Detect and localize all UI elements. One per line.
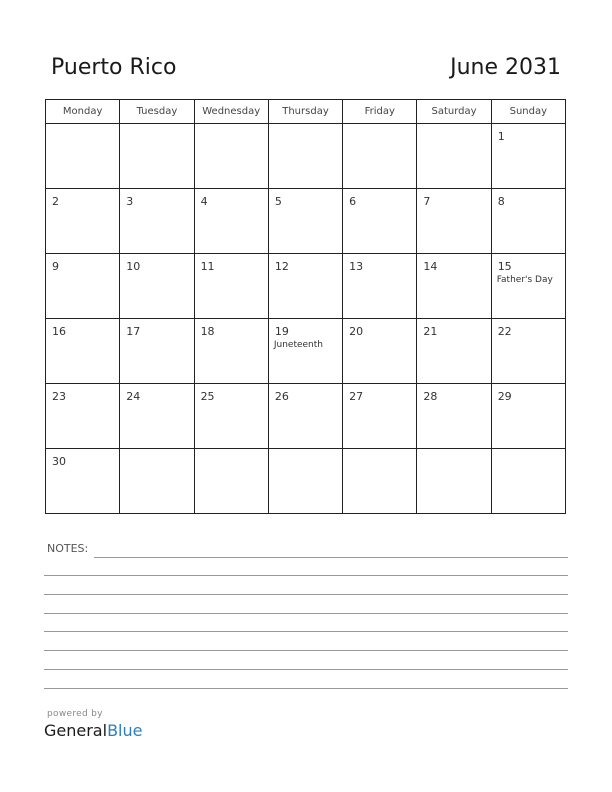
week-row xyxy=(46,254,566,319)
day-number: 6 xyxy=(349,195,357,208)
weekday-header: Thursday xyxy=(268,100,342,124)
day-number: 23 xyxy=(52,390,66,403)
day-cell xyxy=(491,384,565,449)
weekday-header: Wednesday xyxy=(194,100,268,124)
day-cell xyxy=(268,319,342,384)
day-cell xyxy=(120,384,194,449)
day-number: 1 xyxy=(497,130,505,143)
brand-name-part2: Blue xyxy=(107,721,143,740)
day-cell xyxy=(417,449,491,514)
day-cell xyxy=(194,449,268,514)
day-number: 20 xyxy=(349,325,364,338)
week-row xyxy=(46,449,566,514)
day-cell xyxy=(417,189,491,254)
day-number: 18 xyxy=(200,325,215,338)
day-cell xyxy=(343,189,417,254)
day-cell xyxy=(194,319,268,384)
day-number: 8 xyxy=(497,195,505,208)
day-cell xyxy=(194,254,268,319)
day-cell xyxy=(120,254,194,319)
holiday-label: Father's Day xyxy=(496,275,553,285)
calendar-month-title: June 2031 xyxy=(450,55,561,80)
week-row xyxy=(46,124,566,189)
day-cell xyxy=(417,384,491,449)
day-cell xyxy=(417,319,491,384)
day-cell xyxy=(194,189,268,254)
weekday-header: Tuesday xyxy=(120,100,194,124)
day-number: 9 xyxy=(52,260,59,273)
day-cell xyxy=(120,319,194,384)
day-cell xyxy=(120,124,194,189)
day-cell xyxy=(268,449,342,514)
day-cell xyxy=(491,189,565,254)
day-number: 29 xyxy=(497,390,512,403)
day-number: 15 xyxy=(497,260,512,273)
day-number: 2 xyxy=(52,195,59,208)
day-cell xyxy=(46,189,120,254)
day-cell xyxy=(343,384,417,449)
day-number: 19 xyxy=(274,325,289,338)
day-cell xyxy=(194,124,268,189)
day-number: 25 xyxy=(200,390,215,403)
day-number: 21 xyxy=(423,325,438,338)
day-number: 3 xyxy=(126,195,134,208)
day-cell xyxy=(46,124,120,189)
powered-by-text: powered by xyxy=(47,709,103,719)
day-cell xyxy=(491,449,565,514)
day-cell xyxy=(343,254,417,319)
notes-line xyxy=(44,688,568,689)
weekday-header: Sunday xyxy=(491,100,565,124)
day-number: 22 xyxy=(497,325,512,338)
day-cell xyxy=(46,319,120,384)
day-number: 26 xyxy=(274,390,289,403)
day-cell xyxy=(268,189,342,254)
brand-name-part1: General xyxy=(44,721,108,740)
notes-line xyxy=(94,557,568,558)
day-cell xyxy=(268,384,342,449)
brand-logo xyxy=(44,721,142,740)
notes-line xyxy=(44,650,568,651)
day-cell xyxy=(417,254,491,319)
day-cell xyxy=(343,124,417,189)
day-number: 5 xyxy=(274,195,282,208)
day-number: 16 xyxy=(52,325,66,338)
day-number: 14 xyxy=(423,260,438,273)
day-number: 24 xyxy=(126,390,141,403)
day-number: 10 xyxy=(126,260,141,273)
day-cell xyxy=(268,254,342,319)
day-cell xyxy=(491,254,565,319)
notes-line xyxy=(44,669,568,670)
day-cell xyxy=(120,189,194,254)
day-cell xyxy=(46,384,120,449)
day-cell xyxy=(417,124,491,189)
day-number: 17 xyxy=(126,325,141,338)
notes-line xyxy=(44,575,568,576)
holiday-label: Juneteenth xyxy=(273,340,323,350)
notes-label: NOTES: xyxy=(47,542,89,555)
day-number: 7 xyxy=(423,195,431,208)
weekday-header: Saturday xyxy=(417,100,491,124)
day-cell xyxy=(46,254,120,319)
day-cell xyxy=(343,449,417,514)
day-number: 28 xyxy=(423,390,438,403)
day-cell xyxy=(491,319,565,384)
day-number: 11 xyxy=(200,260,215,273)
day-number: 30 xyxy=(52,455,66,468)
weekday-header: Friday xyxy=(343,100,417,124)
day-cell xyxy=(194,384,268,449)
day-number: 27 xyxy=(349,390,364,403)
day-number: 4 xyxy=(200,195,208,208)
calendar-grid xyxy=(45,99,566,514)
notes-line xyxy=(44,613,568,614)
notes-line xyxy=(44,631,568,632)
week-row xyxy=(46,319,566,384)
notes-line xyxy=(44,594,568,595)
day-cell xyxy=(46,449,120,514)
day-cell xyxy=(120,449,194,514)
day-cell xyxy=(343,319,417,384)
calendar-country-title: Puerto Rico xyxy=(51,55,177,80)
day-cell xyxy=(491,124,565,189)
weekday-header-row xyxy=(46,100,566,124)
weekday-header: Monday xyxy=(46,100,120,124)
week-row xyxy=(46,384,566,449)
day-number: 12 xyxy=(274,260,289,273)
week-row xyxy=(46,189,566,254)
day-number: 13 xyxy=(349,260,364,273)
day-cell xyxy=(268,124,342,189)
